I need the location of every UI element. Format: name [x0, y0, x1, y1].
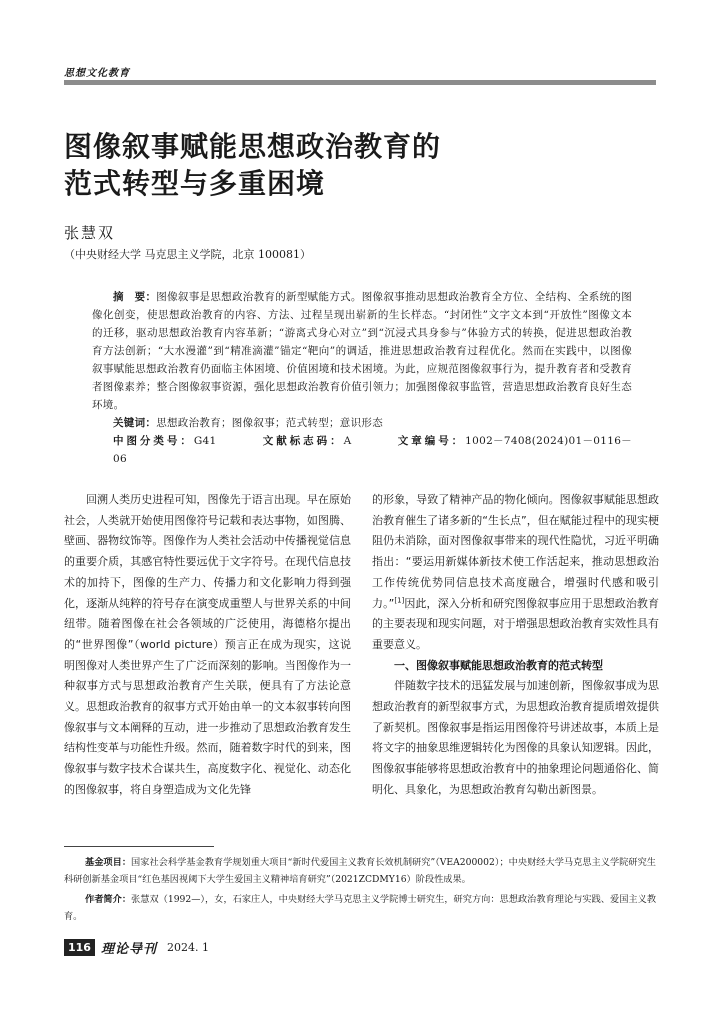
issue-label: 2024. 1	[166, 941, 209, 954]
abstract-block	[92, 288, 632, 468]
funding-note: 基金项目：国家社会科学基金教育学规划重大项目“新时代爱国主义教育长效机制研究”（VEA200002）；中央财经大学马克思主义学院研究生科研创新基金项目“红色基因视阈下大学生爱国主义精神培育研究”（2021ZCDMY16）阶段性成果。	[64, 857, 656, 885]
keywords-label: 关键词：	[113, 417, 157, 429]
title-line-2: 范式转型与多重困境	[64, 167, 326, 200]
author-affiliation: （中央财经大学 马克思主义学院，北京 100081）	[64, 248, 311, 261]
footnote-rule	[64, 846, 214, 847]
abstract-label: 摘 要：	[113, 291, 157, 303]
page-footer	[64, 938, 209, 957]
page-number: 116	[64, 939, 95, 956]
keywords-text: 思想政治教育；图像叙事；范式转型；意识形态	[156, 417, 384, 429]
abstract-text: 图像叙事是思想政治教育的新型赋能方式。图像叙事推动思想政治教育全方位、全结构、全系统的图像化创变，使思想政治教育的内容、方法、过程呈现出崭新的生长样态。“封闭性”文字文本到“开放性”图像文本的迁移，驱动思想政治教育内容革新；“游离式身心对立”到“沉浸式具身参与”体验方式的转换，促进思想政治教育方法创新；“大水漫灌”到“精准滴灌”锚定“靶向”的调适，推进思想政治教育过程优化。然而在实践中，以图像叙事赋能思想政治教育仍面临主体困境、价值困境和技术困境。为此，应规范图像叙事行为，提升教育者和受教育者图像素养；整合图像叙事资源，强化思想政治教育价值引领力；加强图像叙事监管，营造思想政治教育良好生态环境。	[92, 291, 633, 411]
footnotes	[64, 854, 656, 928]
title-line-1: 图像叙事赋能思想政治教育的	[64, 130, 442, 163]
citation-mark: [1]	[394, 595, 405, 604]
header-rule	[64, 80, 656, 85]
running-head: 思想文化教育	[64, 68, 130, 79]
body-paragraph: 回溯人类历史进程可知，图像先于语言出现。早在原始社会，人类就开始使用图像符号记载和表达事物，如图腾、壁画、器物纹饰等。图像作为人类社会活动中传播视觉信息的重要介质，其感官特性要远优于文字符号。在现代信息技术的加持下，图像的生产力、传播力和文化影响力得到强化，逐渐从纯粹的符号存在演变成重塑人与世界关系的中间纽带。随着图像在社会各领域的广泛使用，海德格尔提出的“世界图像”（world picture）预言正在成为现实，这说明图像对人类世界产生了广泛而深刻的影响。当图像作为一种叙事方式与思想政治教育产生关联，便具有了方法论意义。思想政治教育的叙事方式开始由单一的文本叙事转向图像叙事与文本阐释的互动，进一步推动了思想政治教育发生结构性变革与功能性升级。然而，随着数字时代的到来，图像叙事与数字技术合谋共生，高度数字化、视觉化、动态化的图像叙事，将自身塑造成为文化先锋	[64, 493, 351, 796]
keywords-line	[92, 414, 632, 432]
clc-number: 中图分类号：G41	[113, 435, 217, 447]
article-number: 文章编号：1002－7408(2024)01－0116－06	[113, 435, 632, 465]
author-name: 张慧双	[64, 224, 116, 242]
section-heading: 一、图像叙事赋能思想政治教育的范式转型	[394, 658, 603, 672]
author-bio-note: 作者简介：张慧双（1992—），女，石家庄人，中央财经大学马克思主义学院博士研究生，研究方向：思想政治教育理论与实践、爱国主义教育。	[64, 894, 657, 922]
body-column-right	[372, 490, 659, 801]
body-paragraph: 伴随数字技术的迅猛发展与加速创新，图像叙事成为思想政治教育的新型叙事方式，为思想政治教育提质增效提供了新契机。图像叙事是指运用图像符号讲述故事，本质上是将文字的抽象思维逻辑转化为图像的具象认知逻辑。因此，图像叙事能够将思想政治教育中的抽象理论问题通俗化、简明化、具象化，为思想政治教育勾勒出新图景。	[372, 679, 659, 796]
article-title	[64, 128, 441, 202]
body-paragraph: 的形象，导致了精神产品的物化倾向。图像叙事赋能思想政治教育催生了诸多新的“生长点”，但在赋能过程中的现实梗阻仍未消除，面对图像叙事带来的现代性隐忧，习近平明确指出：“要运用新媒体新技术使工作活起来，推动思想政治工作传统优势同信息技术高度融合，增强时代感和吸引力。”[1]因此，深入分析和研究图像叙事应用于思想政治教育的主要表现和现实问题，对于增强思想政治教育实效性具有重要意义。	[372, 493, 660, 651]
journal-name: 理论导刊	[100, 942, 157, 957]
classification-line	[92, 432, 632, 468]
abstract-paragraph	[92, 288, 632, 414]
document-code: 文献标志码：A	[262, 435, 352, 447]
body-column-left	[64, 490, 351, 801]
